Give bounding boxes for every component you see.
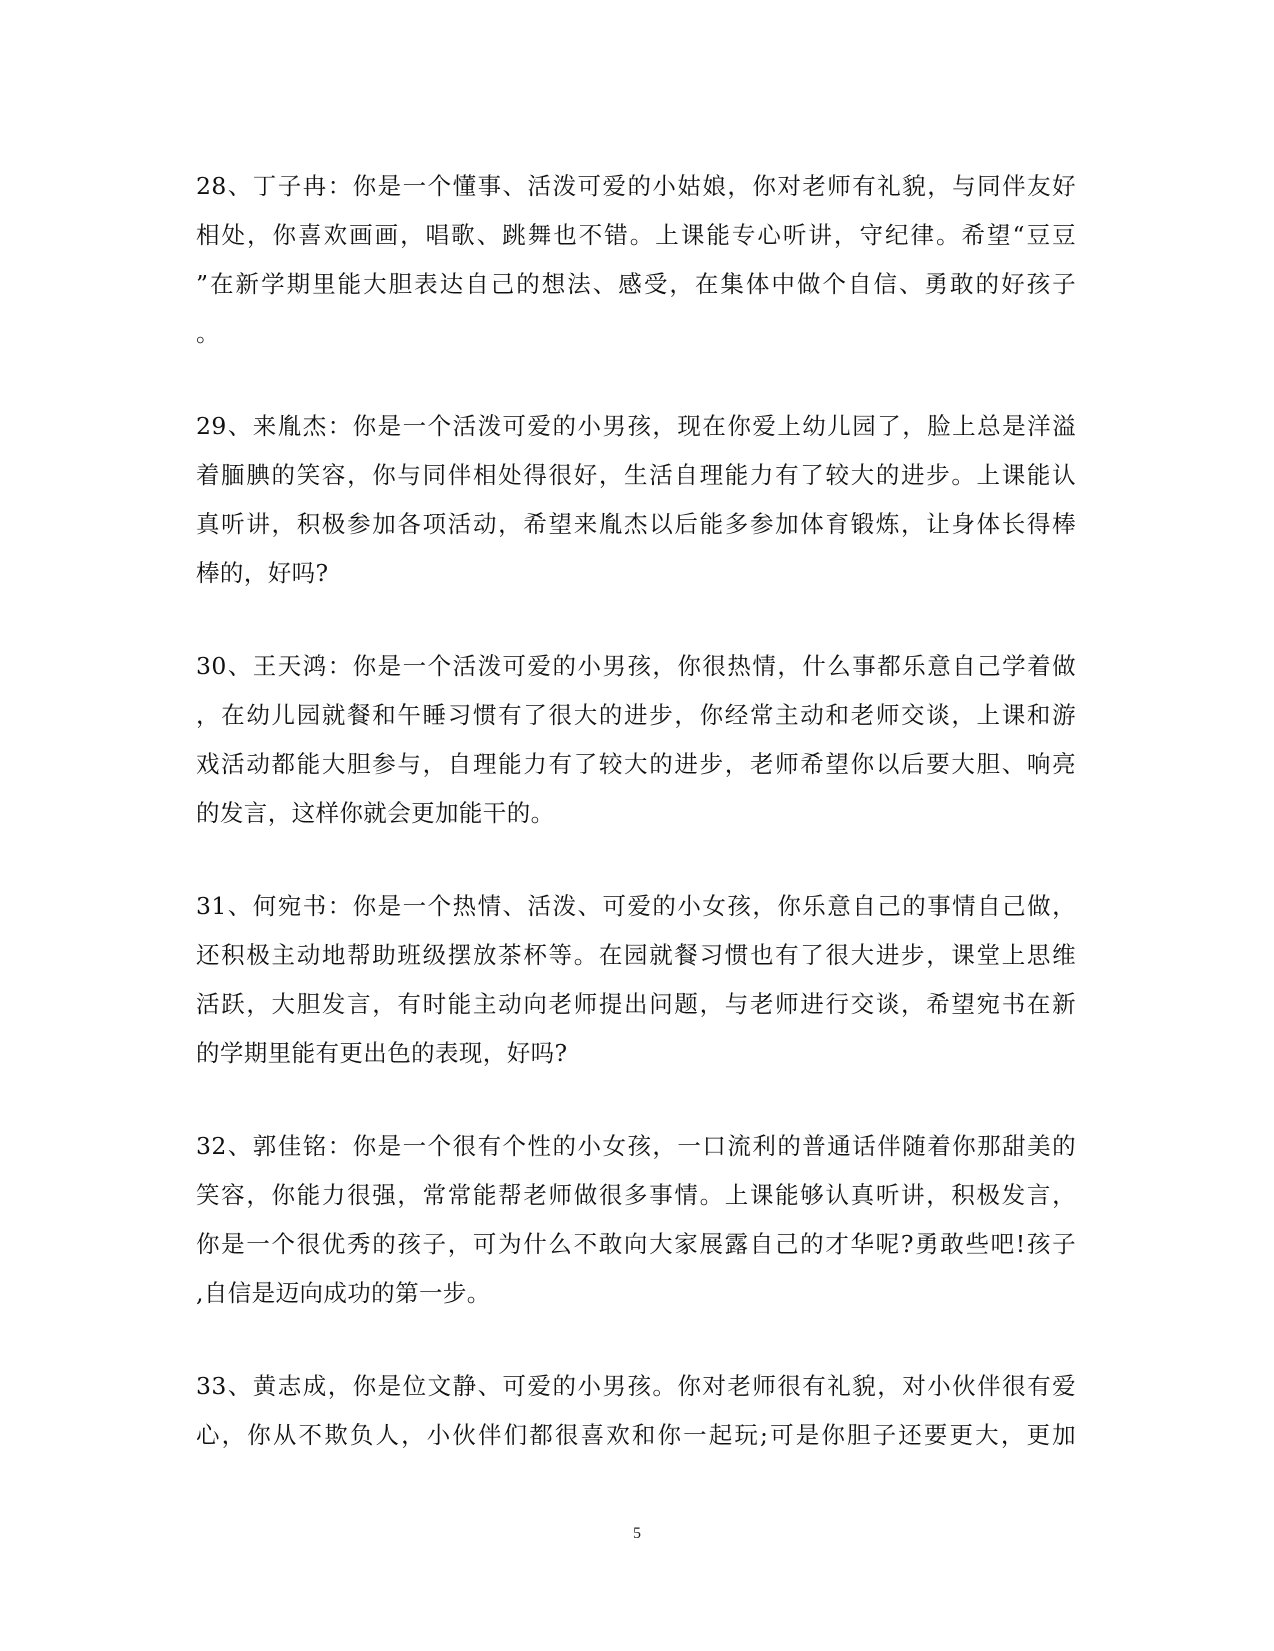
text-line: 戏活动都能大胆参与，自理能力有了较大的进步，老师希望你以后要大胆、响亮 bbox=[196, 750, 1076, 778]
paragraph-28 bbox=[196, 162, 1076, 358]
text-line: ”在新学期里能大胆表达自己的想法、感受，在集体中做个自信、勇敢的好孩子 bbox=[196, 270, 1076, 298]
text-line: 的学期里能有更出色的表现，好吗? bbox=[196, 1039, 568, 1067]
text-line: 的发言，这样你就会更加能干的。 bbox=[196, 799, 555, 827]
text-line: ，在幼儿园就餐和午睡习惯有了很大的进步，你经常主动和老师交谈，上课和游 bbox=[196, 701, 1076, 729]
text-line: 相处，你喜欢画画，唱歌、跳舞也不错。上课能专心听讲，守纪律。希望“豆豆 bbox=[196, 221, 1076, 249]
text-line: 29、来胤杰：你是一个活泼可爱的小男孩，现在你爱上幼儿园了，脸上总是洋溢 bbox=[196, 412, 1076, 440]
text-line: 33、黄志成，你是位文静、可爱的小男孩。你对老师很有礼貌，对小伙伴很有爱 bbox=[196, 1372, 1076, 1400]
text-line: 心，你从不欺负人，小伙伴们都很喜欢和你一起玩;可是你胆子还要更大，更加 bbox=[196, 1421, 1076, 1449]
text-line: 你是一个很优秀的孩子，可为什么不敢向大家展露自己的才华呢?勇敢些吧!孩子 bbox=[196, 1230, 1076, 1258]
document-body bbox=[196, 162, 1076, 1504]
paragraph-31 bbox=[196, 882, 1076, 1078]
paragraph-33 bbox=[196, 1362, 1076, 1460]
text-line: 真听讲，积极参加各项活动，希望来胤杰以后能多参加体育锻炼，让身体长得棒 bbox=[196, 510, 1076, 538]
text-line: 棒的，好吗? bbox=[196, 559, 329, 587]
page-number: 5 bbox=[633, 1525, 641, 1542]
paragraph-32 bbox=[196, 1122, 1076, 1318]
text-line: 活跃，大胆发言，有时能主动向老师提出问题，与老师进行交谈，希望宛书在新 bbox=[196, 990, 1076, 1018]
text-line: 笑容，你能力很强，常常能帮老师做很多事情。上课能够认真听讲，积极发言， bbox=[196, 1181, 1076, 1209]
text-line: 还积极主动地帮助班级摆放茶杯等。在园就餐习惯也有了很大进步，课堂上思维 bbox=[196, 941, 1076, 969]
text-line: 28、丁子冉：你是一个懂事、活泼可爱的小姑娘，你对老师有礼貌，与同伴友好 bbox=[196, 172, 1076, 200]
text-line: 32、郭佳铭：你是一个很有个性的小女孩，一口流利的普通话伴随着你那甜美的 bbox=[196, 1132, 1076, 1160]
text-line: ,自信是迈向成功的第一步。 bbox=[196, 1279, 491, 1307]
text-line: 着腼腆的笑容，你与同伴相处得很好，生活自理能力有了较大的进步。上课能认 bbox=[196, 461, 1076, 489]
paragraph-29 bbox=[196, 402, 1076, 598]
text-line: 。 bbox=[196, 319, 220, 347]
paragraph-30 bbox=[196, 642, 1076, 838]
text-line: 31、何宛书：你是一个热情、活泼、可爱的小女孩，你乐意自己的事情自己做， bbox=[196, 892, 1076, 920]
text-line: 30、王天鸿：你是一个活泼可爱的小男孩，你很热情，什么事都乐意自己学着做 bbox=[196, 652, 1076, 680]
